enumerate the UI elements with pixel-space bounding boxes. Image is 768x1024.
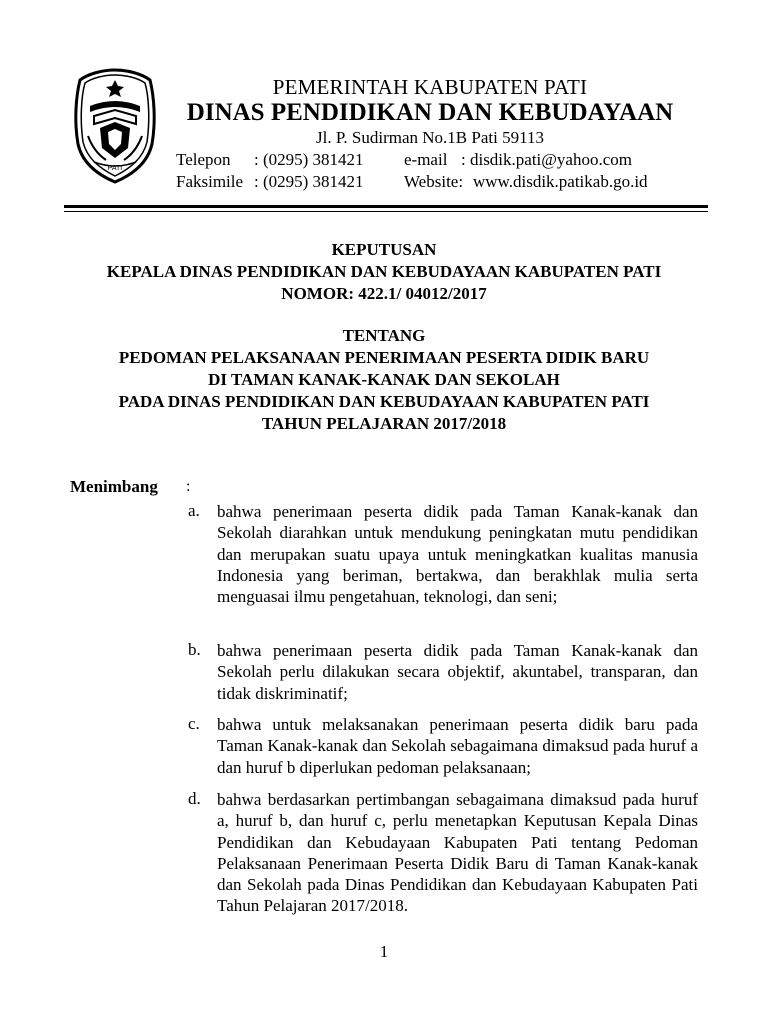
pati-coat-of-arms-logo: [70, 66, 160, 186]
decree-tentang: TENTANG: [342, 326, 426, 345]
letterhead-government: PEMERINTAH KABUPATEN PATI: [272, 75, 588, 99]
fax-label: Faksimile: [176, 172, 244, 191]
fax-value: : (0295) 381421: [254, 172, 364, 191]
consideration-letter: b.: [188, 640, 201, 659]
email-value: : disdik.pati@yahoo.com: [461, 150, 632, 169]
consideration-letter: a.: [188, 501, 200, 520]
consideration-text: bahwa untuk melaksanakan penerimaan peserta didik baru pada Taman Kanak-kanak dan Sekolah sebagaimana dimaksud pada huruf a dan huruf b diperlukan pedoman pelaksanaan;: [217, 715, 698, 777]
consideration-text: bahwa penerimaan peserta didik pada Taman Kanak-kanak dan Sekolah diarahkan untuk mendukung peningkatan mutu pendidikan dan merupakan suatu upaya untuk meningkatkan kualitas manusia Indonesia yang beriman, bertakwa, dan berakhlak mulia serta menguasai ilmu pengetahuan, teknologi, dan seni;: [217, 502, 698, 607]
decree-subject-line: DI TAMAN KANAK-KANAK DAN SEKOLAH: [208, 370, 560, 389]
consideration-letter: d.: [188, 789, 201, 808]
website-label: Website:: [404, 172, 464, 191]
phone-value: : (0295) 381421: [254, 150, 364, 169]
letterhead-divider-thin: [64, 211, 708, 212]
letterhead-agency: DINAS PENDIDIKAN DAN KEBUDAYAAN: [186, 99, 674, 126]
page-number: 1: [379, 942, 389, 961]
menimbang-colon: :: [186, 478, 191, 495]
menimbang-label: Menimbang: [70, 477, 158, 496]
consideration-text: bahwa penerimaan peserta didik pada Taman Kanak-kanak dan Sekolah perlu dilakukan secara objektif, akuntabel, transparan, dan tidak diskriminatif;: [217, 641, 698, 703]
decree-subject-line: TAHUN PELAJARAN 2017/2018: [261, 414, 507, 433]
consideration-letter: c.: [188, 714, 200, 733]
decree-heading: KEPUTUSAN: [331, 240, 437, 259]
decree-subject-line: PEDOMAN PELAKSANAAN PENERIMAAN PESERTA DIDIK BARU: [118, 348, 650, 367]
consideration-text: bahwa berdasarkan pertimbangan sebagaimana dimaksud pada huruf a, huruf b, dan huruf c, perlu menetapkan Keputusan Kepala Dinas Pendidikan dan Kebudayaan Kabupaten Pati tentang Pedoman Pelaksanaan Penerimaan Peserta Didik Baru di Taman Kanak-kanak dan Sekolah pada Dinas Pendidikan dan Kebudayaan Kabupaten Pati Tahun Pelajaran 2017/2018.: [217, 790, 698, 916]
website-value: www.disdik.patikab.go.id: [473, 172, 648, 191]
email-label: e-mail: [404, 150, 448, 169]
phone-label: Telepon: [176, 150, 231, 169]
letterhead-divider-thick: [64, 205, 708, 208]
decree-number: NOMOR: 422.1/ 04012/2017: [281, 284, 487, 303]
decree-subject-line: PADA DINAS PENDIDIKAN DAN KEBUDAYAAN KABUPATEN PATI: [118, 392, 650, 411]
letterhead-address: Jl. P. Sudirman No.1B Pati 59113: [316, 128, 544, 147]
decree-issuer: KEPALA DINAS PENDIDIKAN DAN KEBUDAYAAN KABUPATEN PATI: [106, 262, 662, 281]
logo-lettering: PATI: [107, 165, 123, 172]
